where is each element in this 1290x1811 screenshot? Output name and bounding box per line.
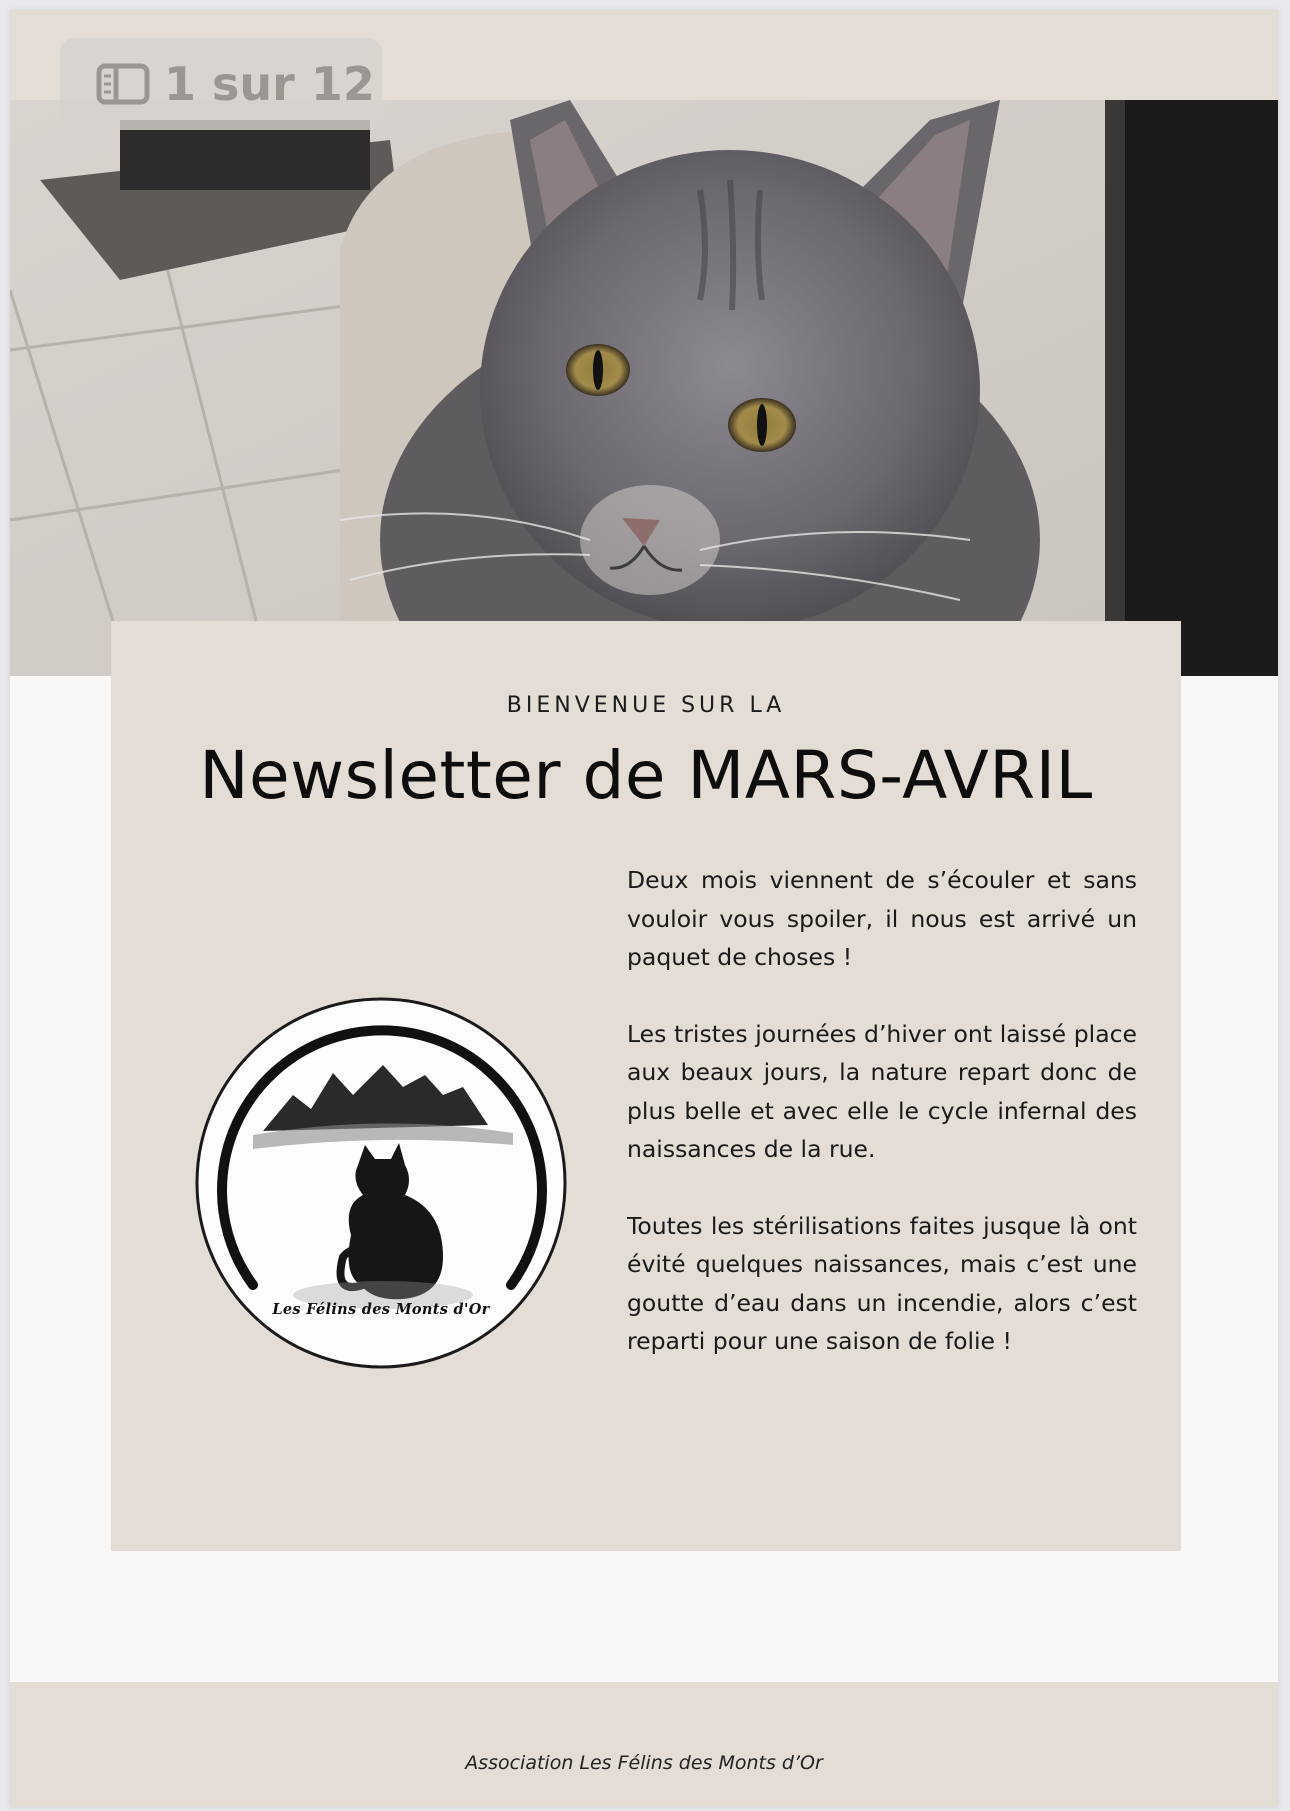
footer-association-name: Association Les Félins des Monts d’Or xyxy=(465,1752,823,1774)
footer xyxy=(10,1682,1278,1807)
intro-text xyxy=(627,861,1137,1399)
newsletter-title: Newsletter de MARS-AVRIL xyxy=(199,737,1093,814)
logo-caption: Les Félins des Monts d'Or xyxy=(272,1301,490,1318)
page-counter-badge[interactable] xyxy=(60,38,382,130)
hero-cat-photo xyxy=(10,100,1278,676)
association-logo xyxy=(193,995,569,1371)
paragraph-2: Les tristes journées d’hiver ont laissé place aux beaux jours, la nature repart donc de plus belle et avec elle le cycle infernal des naissances de la rue. xyxy=(627,1019,1137,1163)
paragraph-1: Deux mois viennent de s’écouler et sans vouloir vous spoiler, il nous est arrivé un paquet de choses ! xyxy=(627,866,1137,971)
page-counter-label: 1 sur 12 xyxy=(164,57,375,111)
document-page xyxy=(10,10,1278,1807)
welcome-kicker: BIENVENUE SUR LA xyxy=(506,693,786,718)
paragraph-3: Toutes les stérilisations faites jusque là ont évité quelques naissances, mais c’est une goutte d’eau dans un incendie, alors c’est reparti pour une saison de folie ! xyxy=(627,1211,1137,1355)
intro-card xyxy=(111,621,1181,1551)
sidebar-toggle-icon[interactable] xyxy=(96,63,150,105)
kitten-photo-illustration xyxy=(10,100,1278,676)
